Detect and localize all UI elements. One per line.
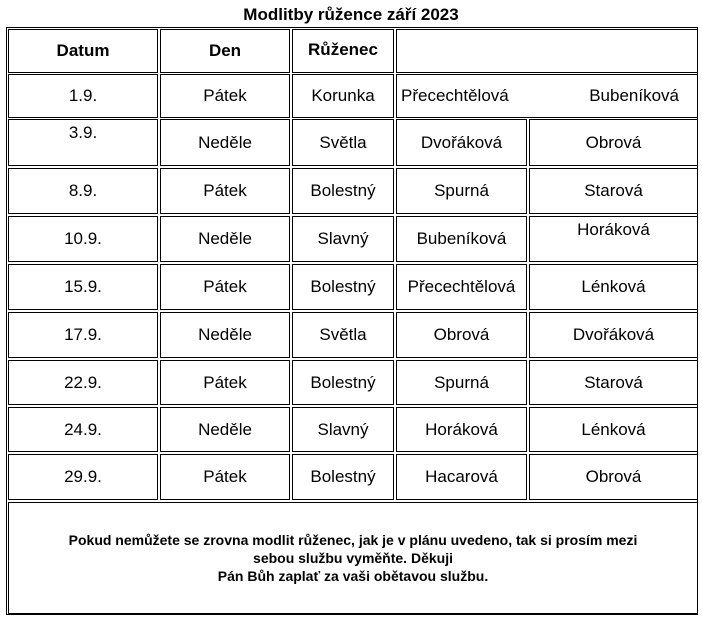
row-1-jmeno1: Přecechtělová — [401, 86, 509, 105]
footer-note — [8, 502, 698, 614]
row-8-jmeno2: Lénková — [529, 407, 698, 452]
row-3-datum: 8.9. — [8, 168, 158, 214]
row-1-datum: 1.9. — [8, 74, 158, 118]
row-7-jmeno2: Starová — [529, 360, 698, 405]
header-ruzenec: Růženec — [292, 29, 394, 73]
row-4-ruzenec: Slavný — [292, 216, 394, 262]
footer-line-3: Pán Bůh zaplať za vaši obětavou službu. — [217, 568, 489, 584]
row-6-jmeno2: Dvořáková — [529, 312, 698, 358]
row-7-den: Pátek — [160, 360, 290, 405]
row-1-jmeno2: Bubeníková — [589, 86, 679, 105]
row-5-ruzenec: Bolestný — [292, 264, 394, 310]
row-2-jmeno1: Dvořáková — [396, 119, 527, 166]
row-1-den: Pátek — [160, 74, 290, 118]
row-9-datum: 29.9. — [8, 454, 158, 500]
row-7-jmeno1: Spurná — [396, 360, 527, 405]
row-8-jmeno1: Horáková — [396, 407, 527, 452]
row-3-ruzenec: Bolestný — [292, 168, 394, 214]
row-3-den: Pátek — [160, 168, 290, 214]
row-5-jmeno1: Přecechtělová — [396, 264, 527, 310]
document-title: Modlitby růžence září 2023 — [243, 5, 459, 24]
footer-line-2: sebou službu vyměňte. Děkuji — [253, 550, 453, 566]
row-7-ruzenec: Bolestný — [292, 360, 394, 405]
row-2-jmeno2: Obrová — [529, 119, 698, 166]
row-1-ruzenec: Korunka — [292, 74, 394, 118]
row-6-den: Neděle — [160, 312, 290, 358]
row-9-jmeno2: Obrová — [529, 454, 698, 500]
header-datum: Datum — [8, 29, 158, 73]
row-9-den: Pátek — [160, 454, 290, 500]
header-jmena — [396, 29, 698, 73]
row-4-datum: 10.9. — [8, 216, 158, 262]
footer-line-1: Pokud nemůžete se zrovna modlit růženec, jak je v plánu uvedeno, tak si prosím mezi — [68, 532, 638, 548]
row-5-jmeno2: Lénková — [529, 264, 698, 310]
row-2-datum: 3.9. — [8, 119, 158, 166]
row-6-datum: 17.9. — [8, 312, 158, 358]
row-6-ruzenec: Světla — [292, 312, 394, 358]
row-5-den: Pátek — [160, 264, 290, 310]
row-1-jmena — [396, 74, 698, 118]
row-9-ruzenec: Bolestný — [292, 454, 394, 500]
row-8-ruzenec: Slavný — [292, 407, 394, 452]
row-4-jmeno1: Bubeníková — [396, 216, 527, 262]
row-3-jmeno1: Spurná — [396, 168, 527, 214]
header-den: Den — [160, 29, 290, 73]
row-7-datum: 22.9. — [8, 360, 158, 405]
row-5-datum: 15.9. — [8, 264, 158, 310]
row-3-jmeno2: Starová — [529, 168, 698, 214]
row-4-den: Neděle — [160, 216, 290, 262]
row-9-jmeno1: Hacarová — [396, 454, 527, 500]
row-8-datum: 24.9. — [8, 407, 158, 452]
row-6-jmeno1: Obrová — [396, 312, 527, 358]
row-8-den: Neděle — [160, 407, 290, 452]
row-2-ruzenec: Světla — [292, 119, 394, 166]
row-4-jmeno2: Horáková — [529, 216, 698, 262]
row-2-den: Neděle — [160, 119, 290, 166]
